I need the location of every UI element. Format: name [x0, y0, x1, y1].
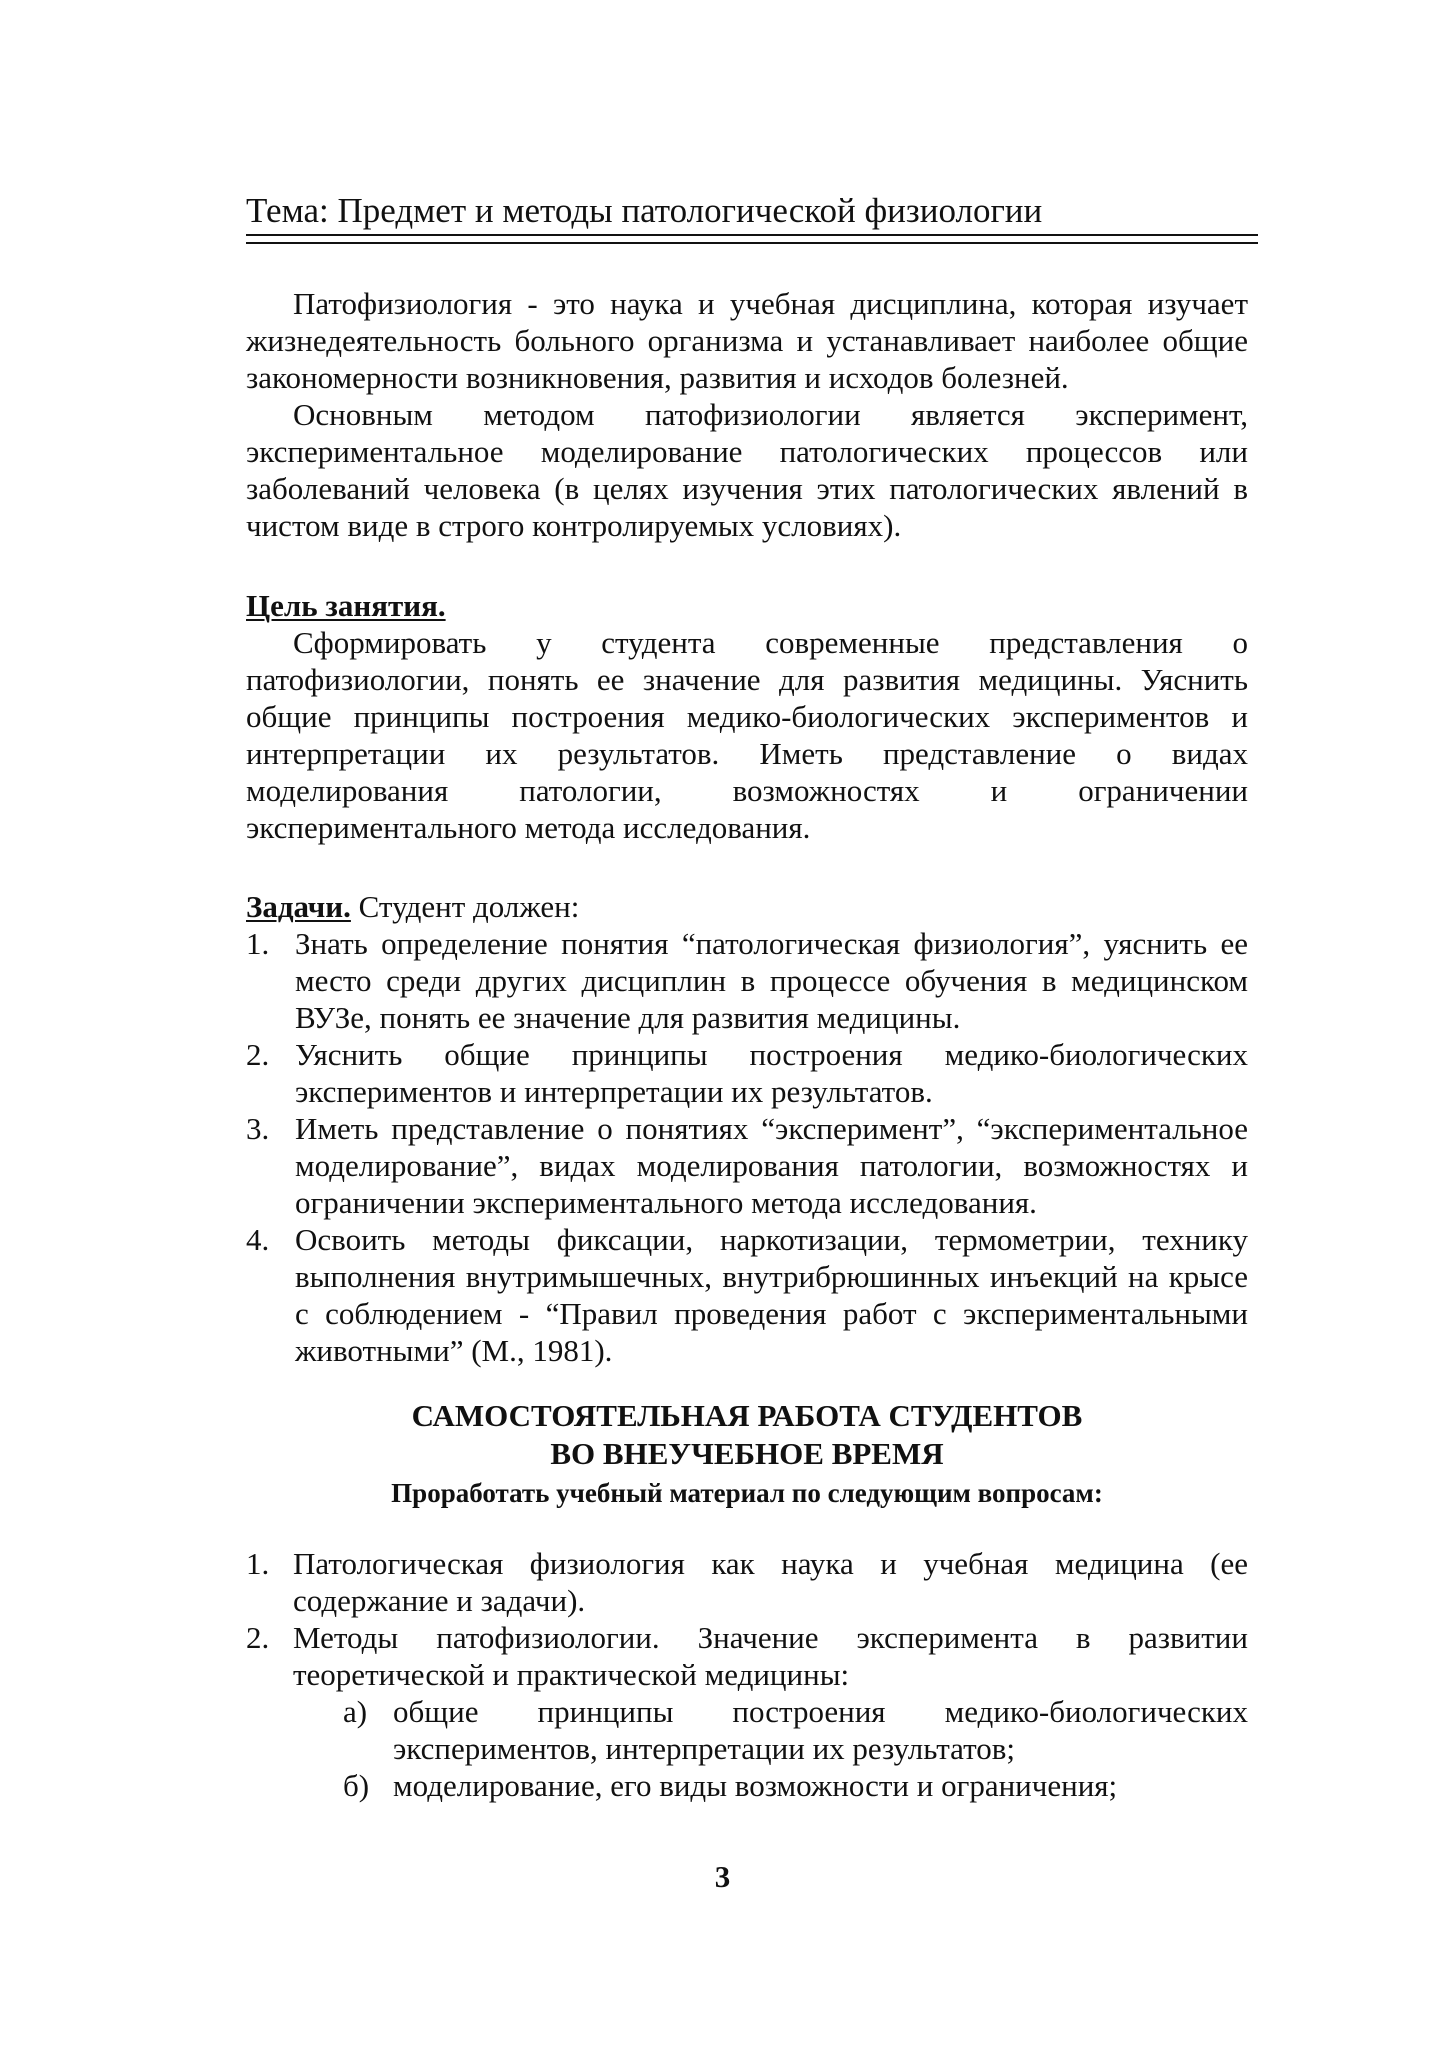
list-item — [246, 1619, 1248, 1693]
tasks-lead: Студент должен: — [350, 889, 580, 924]
list-item-text: Знать определение понятия “патологическая физиология”, уяснить ее место среди других дисциплин в процессе обучения в медицинском ВУЗе, понять ее значение для развития медицины. — [295, 926, 1248, 1035]
list-item-letter: б) — [343, 1768, 370, 1803]
page-title: Тема: Предмет и методы патологической физиологии — [246, 191, 1043, 230]
list-item-number: 2. — [246, 1037, 270, 1072]
list-item-number: 2. — [246, 1620, 270, 1655]
list-item-number: 4. — [246, 1222, 270, 1257]
tasks-list — [246, 925, 1248, 1369]
list-item — [246, 1110, 1248, 1221]
list-item-number: 1. — [246, 1546, 270, 1581]
list-item-text: Иметь представление о понятиях “эксперимент”, “экспериментальное моделирование”, видах моделирования патологии, возможностях и ограничении экспериментального метода исследования. — [295, 1111, 1248, 1220]
page-number: 3 — [714, 1859, 731, 1894]
tasks-title: Задачи. — [246, 889, 351, 924]
goal-section — [246, 587, 1248, 846]
questions-sublist — [246, 1693, 1248, 1804]
list-item-number: 1. — [246, 926, 270, 961]
list-item-text: общие принципы построения медико-биологических экспериментов, интерпретации их результатов; — [393, 1694, 1248, 1766]
list-item-text: Методы патофизиологии. Значение эксперимента в развитии теоретической и практической медицины: — [293, 1620, 1248, 1692]
list-item-text: Освоить методы фиксации, наркотизации, термометрии, технику выполнения внутримышечных, внутрибрюшинных инъекций на крысе с соблюдением - “Правил проведения работ с экспериментальными животными” (М., 1981). — [295, 1222, 1248, 1368]
list-item — [343, 1693, 1248, 1767]
questions-list — [246, 1545, 1248, 1693]
self-work-subheading: Проработать учебный материал по следующим вопросам: — [391, 1478, 1103, 1508]
tasks-heading — [246, 888, 1248, 925]
tasks-section — [246, 888, 1248, 1369]
list-item-number: 3. — [246, 1111, 270, 1146]
list-item-text: Уяснить общие принципы построения медико-биологических экспериментов и интерпретации их результатов. — [295, 1037, 1248, 1109]
list-item — [246, 1221, 1248, 1369]
questions-section — [246, 1545, 1248, 1804]
list-item-text: Патологическая физиология как наука и учебная медицина (ее содержание и задачи). — [293, 1546, 1248, 1618]
list-item-letter: а) — [343, 1694, 368, 1729]
intro-paragraph: Основным методом патофизиологии является эксперимент, экспериментальное моделирование патологических процессов или заболеваний человека (в целях изучения этих патологических явлений в чистом виде в строго контролируемых условиях). — [246, 397, 1248, 543]
self-work-heading-line1: САМОСТОЯТЕЛЬНАЯ РАБОТА СТУДЕНТОВ — [411, 1398, 1083, 1433]
list-item — [246, 1545, 1248, 1619]
list-item-text: моделирование, его виды возможности и ограничения; — [393, 1768, 1118, 1803]
title-rule-lower — [246, 242, 1258, 244]
intro-section — [246, 285, 1248, 544]
title-rule-upper — [246, 234, 1258, 236]
list-item — [246, 1036, 1248, 1110]
self-work-heading-line2: ВО ВНЕУЧЕБНОЕ ВРЕМЯ — [550, 1436, 944, 1471]
list-item — [246, 925, 1248, 1036]
intro-paragraph: Патофизиология - это наука и учебная дисциплина, которая изучает жизнедеятельность больного организма и устанавливает наиболее общие закономерности возникновения, развития и исходов болезней. — [246, 286, 1248, 395]
goal-text: Сформировать у студента современные представления о патофизиологии, понять ее значение для развития медицины. Уяснить общие принципы построения медико-биологических экспериментов и интерпретации их результатов. Иметь представление о видах моделирования патологии, возможностях и ограничении экспериментального метода исследования. — [246, 625, 1248, 845]
list-item — [343, 1767, 1248, 1804]
goal-title: Цель занятия. — [246, 588, 446, 623]
